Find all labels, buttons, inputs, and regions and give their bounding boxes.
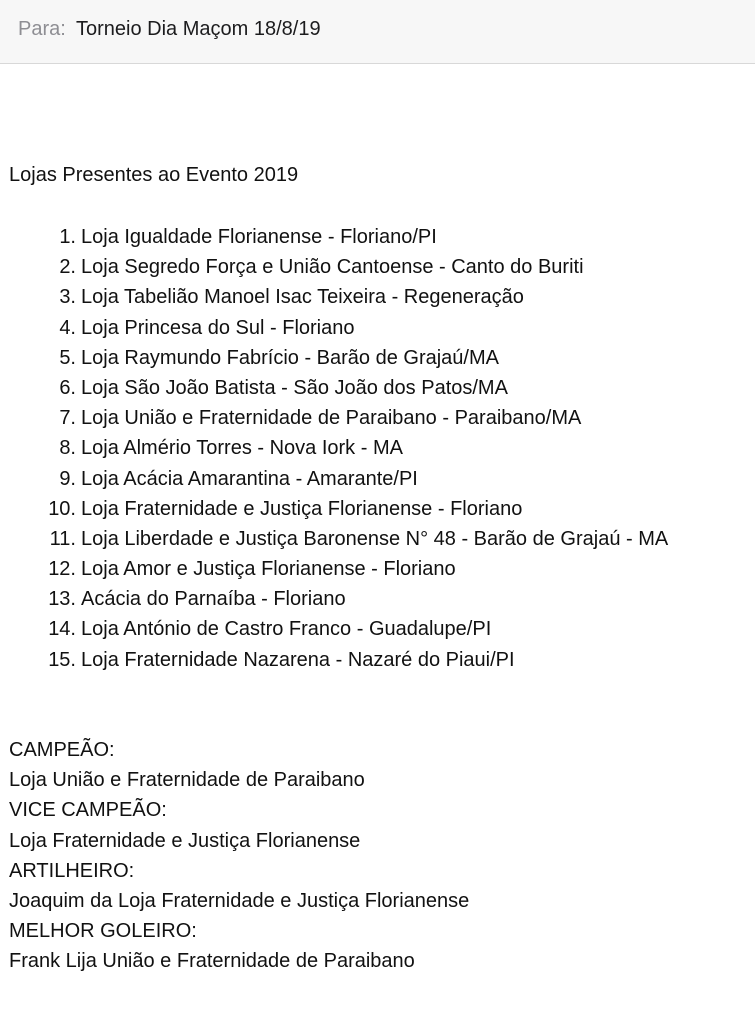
list-number: 2. bbox=[59, 256, 76, 279]
list-item-text: Loja Acácia Amarantina - Amarante/PI bbox=[81, 467, 418, 490]
vice-champion-label: VICE CAMPEÃO: bbox=[9, 799, 167, 822]
best-goalkeeper-label: MELHOR GOLEIRO: bbox=[9, 920, 197, 943]
to-label: Para: bbox=[18, 18, 66, 40]
list-number: 7. bbox=[59, 407, 76, 430]
results-section bbox=[9, 736, 469, 978]
top-scorer-label: ARTILHEIRO: bbox=[9, 859, 135, 882]
list-item-text: Loja Igualdade Florianense - Floriano/PI bbox=[81, 226, 437, 248]
list-item-text: Acácia do Parnaíba - Floriano bbox=[81, 588, 346, 611]
list-number: 1. bbox=[59, 226, 76, 248]
list-item-text: Loja Segredo Força e União Cantoense - Canto do Buriti bbox=[81, 256, 584, 279]
list-number: 5. bbox=[59, 346, 76, 369]
list-number: 9. bbox=[59, 467, 76, 490]
list-number: 15. bbox=[48, 648, 76, 671]
list-number: 11. bbox=[49, 527, 76, 550]
top-scorer-value: Joaquim da Loja Fraternidade e Justiça Florianense bbox=[9, 889, 470, 912]
intro-text: Lojas Presentes ao Evento 2019 bbox=[9, 164, 299, 186]
list-number: 4. bbox=[59, 316, 76, 339]
list-item-text: Loja São João Batista - São João dos Patos/MA bbox=[81, 376, 508, 399]
list-item-text: Loja União e Fraternidade de Paraibano - Paraibano/MA bbox=[81, 407, 582, 430]
list-item-text: Loja Fraternidade e Justiça Florianense - Floriano bbox=[81, 497, 523, 520]
champion-value: Loja União e Fraternidade de Paraibano bbox=[9, 769, 365, 792]
list-number: 8. bbox=[59, 437, 76, 460]
list-item-text: Loja Almério Torres - Nova Iork - MA bbox=[81, 437, 403, 460]
list-number: 14. bbox=[48, 618, 76, 641]
list-item-text: Loja Princesa do Sul - Floriano bbox=[81, 316, 355, 339]
list-number: 13. bbox=[48, 588, 76, 611]
list-number: 3. bbox=[59, 286, 76, 309]
vice-champion-value: Loja Fraternidade e Justiça Florianense bbox=[9, 829, 361, 852]
list-item-text: Loja Liberdade e Justiça Baronense N° 48 - Barão de Grajaú - MA bbox=[81, 527, 669, 550]
list-number: 6. bbox=[59, 376, 76, 399]
list-item-text: Loja Amor e Justiça Florianense - Floriano bbox=[81, 558, 456, 581]
list-item-text: Loja António de Castro Franco - Guadalupe/PI bbox=[81, 618, 492, 641]
list-item-text: Loja Tabelião Manoel Isac Teixeira - Regeneração bbox=[81, 286, 524, 309]
subject-field[interactable]: Torneio Dia Maçom 18/8/19 bbox=[76, 18, 321, 40]
champion-label: CAMPEÃO: bbox=[9, 739, 115, 761]
list-item-text: Loja Raymundo Fabrício - Barão de Grajaú/MA bbox=[81, 346, 499, 369]
list-item-text: Loja Fraternidade Nazarena - Nazaré do Piaui/PI bbox=[81, 648, 515, 671]
best-goalkeeper-value: Frank Lija União e Fraternidade de Paraibano bbox=[9, 950, 415, 973]
list-number: 10. bbox=[48, 497, 76, 520]
list-number: 12. bbox=[48, 558, 76, 581]
recipient-header bbox=[0, 0, 755, 64]
